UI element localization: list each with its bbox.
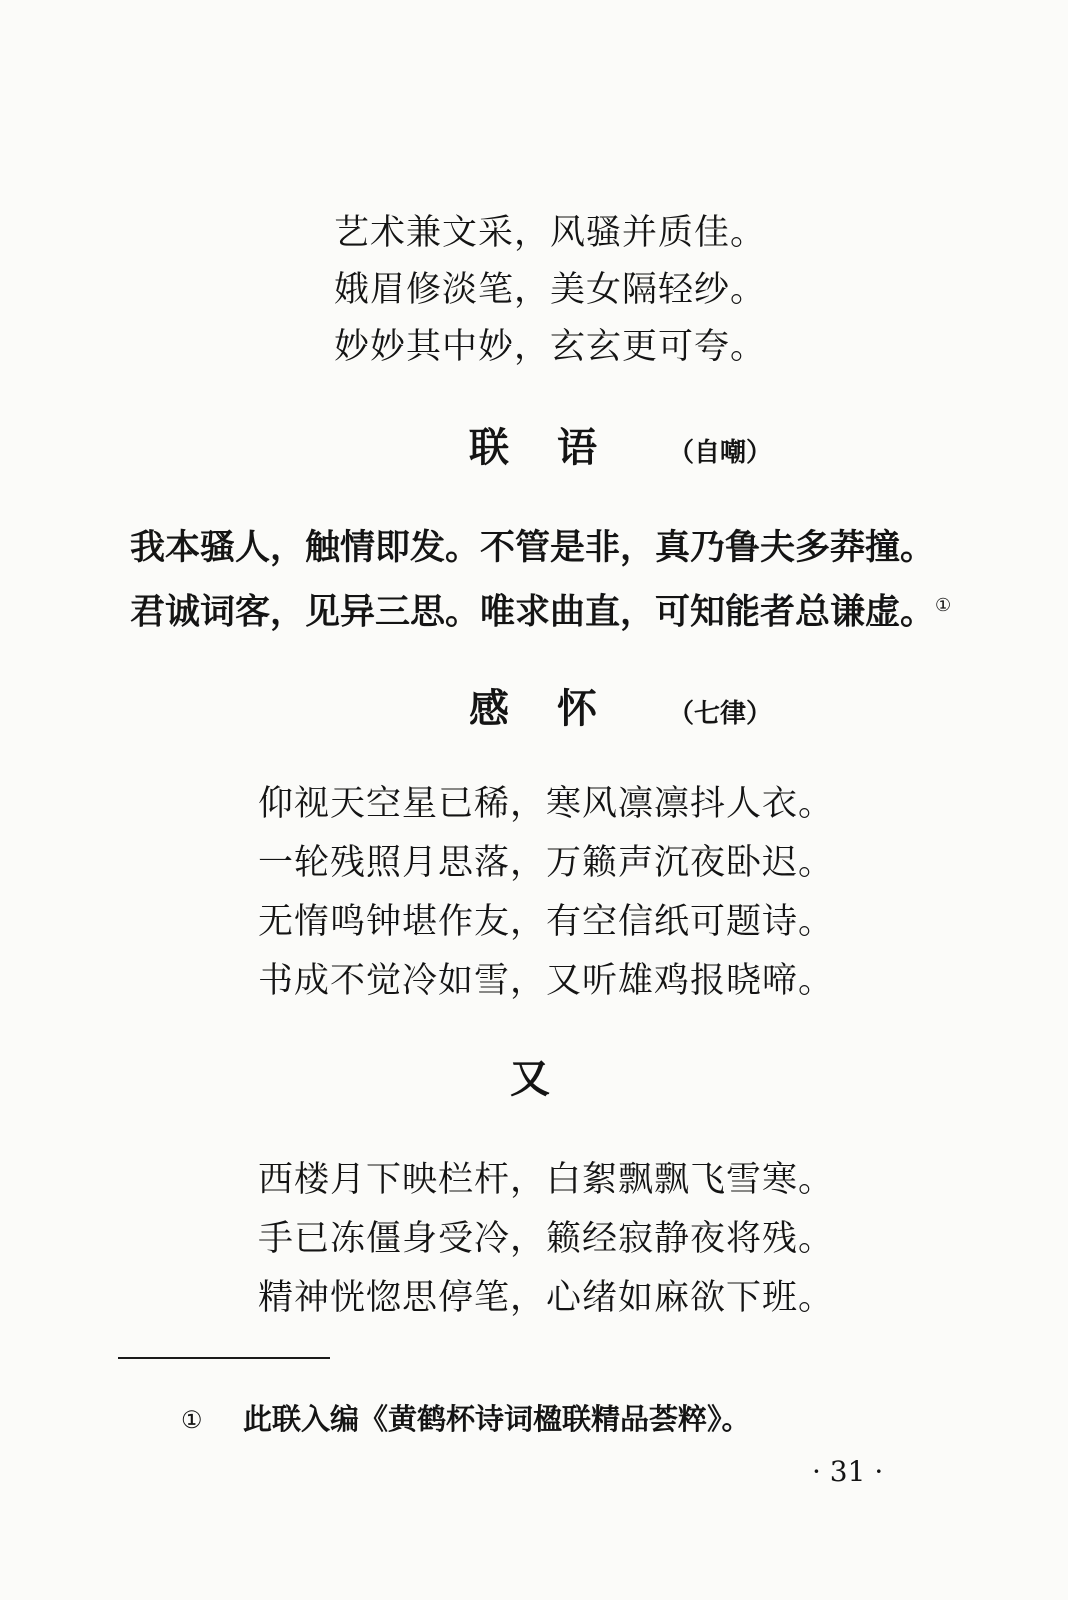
poem3-line-3: 无惰鸣钟堪作友，有空信纸可题诗。	[258, 902, 835, 942]
footnote-text: 此联入编《黄鹤杯诗词楹联精品荟粹》。	[243, 1402, 751, 1436]
footnote-marker: ①	[181, 1406, 203, 1434]
poem1-line-2: 娥眉修淡笔，美女隔轻纱。	[334, 270, 767, 310]
couplet-line-1: 我本骚人，触情即发。不管是非，真乃鲁夫多莽撞。	[130, 527, 936, 568]
page-number: · 31 ·	[812, 1455, 884, 1488]
poem1-line-3: 妙妙其中妙，玄玄更可夸。	[334, 327, 767, 367]
section3-subtitle: （七律）	[668, 699, 773, 729]
section3-title-char-1: 感	[469, 685, 509, 732]
poem3-line-4: 书成不觉冷如雪，又听雄鸡报晓啼。	[258, 961, 835, 1001]
section3-title	[469, 686, 597, 732]
poem4-line-2: 手已冻僵身受冷，籁经寂静夜将残。	[258, 1219, 835, 1259]
poem4-line-3: 精神恍惚思停笔，心绪如麻欲下班。	[258, 1278, 835, 1318]
couplet-line-2	[130, 586, 951, 633]
footnote-reference: ①	[935, 595, 952, 616]
section4-title: 又	[510, 1055, 550, 1102]
section2-title-char-2: 语	[557, 424, 597, 471]
section2-title	[469, 425, 597, 471]
section2-subtitle: （自嘲）	[668, 438, 773, 468]
footnote-divider	[118, 1357, 330, 1359]
poem4-line-1: 西楼月下映栏杆，白絮飘飘飞雪寒。	[258, 1160, 835, 1200]
section2-title-char-1: 联	[469, 424, 509, 471]
poem1-line-1: 艺术兼文采，风骚并质佳。	[334, 213, 767, 253]
poem3-line-2: 一轮残照月思落，万籁声沉夜卧迟。	[258, 843, 835, 883]
poem3-line-1: 仰视天空星已稀，寒风凛凛抖人衣。	[258, 784, 835, 824]
couplet-line-2-text: 君诚词客，见异三思。唯求曲直，可知能者总谦虚。	[130, 591, 936, 633]
section3-title-char-2: 怀	[557, 685, 597, 732]
